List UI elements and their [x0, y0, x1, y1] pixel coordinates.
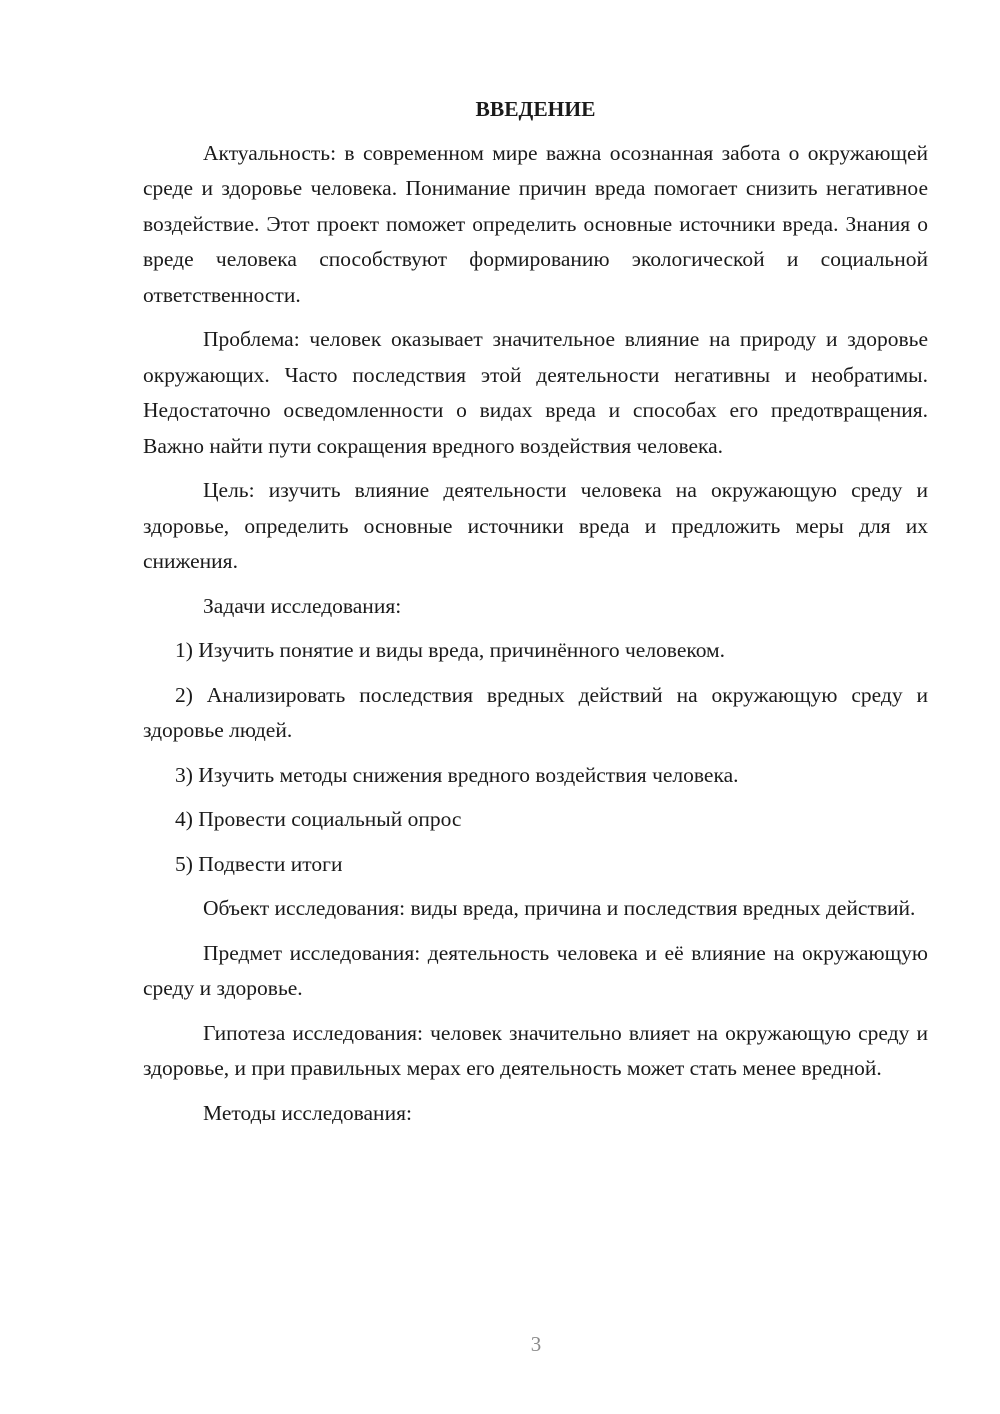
paragraph-relevance: Актуальность: в современном мире важна осознанная забота о окружающей среде и здоровье человека. Понимание причин вреда помогает снизить негативное воздействие. Этот проект поможет определить основные источники вреда. Знания о вреде человека способствуют формированию экологической и социальной ответственности. [143, 140, 928, 307]
section-title: ВВЕДЕНИЕ [475, 97, 596, 121]
paragraph-problem: Проблема: человек оказывает значительное влияние на природу и здоровье окружающих. Часто последствия этой деятельности негативны и необратимы. Недостаточно осведомленности о видах вреда и способах его предотвращения. Важно найти пути сокращения вредного воздействия человека. [143, 327, 928, 458]
page-number: 3 [530, 1332, 542, 1356]
paragraph-tasks-heading: Задачи исследования: [203, 593, 402, 618]
task-item: 3) Изучить методы снижения вредного воздействия человека. [175, 762, 739, 787]
page-content [143, 92, 928, 1140]
paragraph-object: Объект исследования: виды вреда, причина и последствия вредных действий. [203, 896, 916, 920]
paragraph-methods: Методы исследования: [203, 1100, 412, 1125]
paragraph-goal: Цель: изучить влияние деятельности человека на окружающую среду и здоровье, определить основные источники вреда и предложить меры для их снижения. [143, 478, 928, 573]
paragraph-hypothesis: Гипотеза исследования: человек значительно влияет на окружающую среду и здоровье, и при правильных мерах его деятельность может стать менее вредной. [143, 1020, 928, 1080]
paragraph-subject: Предмет исследования: деятельность человека и её влияние на окружающую среду и здоровье. [143, 940, 928, 1000]
task-item: 1) Изучить понятие и виды вреда, причинённого человеком. [175, 638, 726, 662]
task-item: 5) Подвести итоги [175, 851, 343, 876]
task-item: 4) Провести социальный опрос [175, 807, 462, 831]
task-item: 2) Анализировать последствия вредных действий на окружающую среду и здоровье людей. [143, 682, 928, 742]
